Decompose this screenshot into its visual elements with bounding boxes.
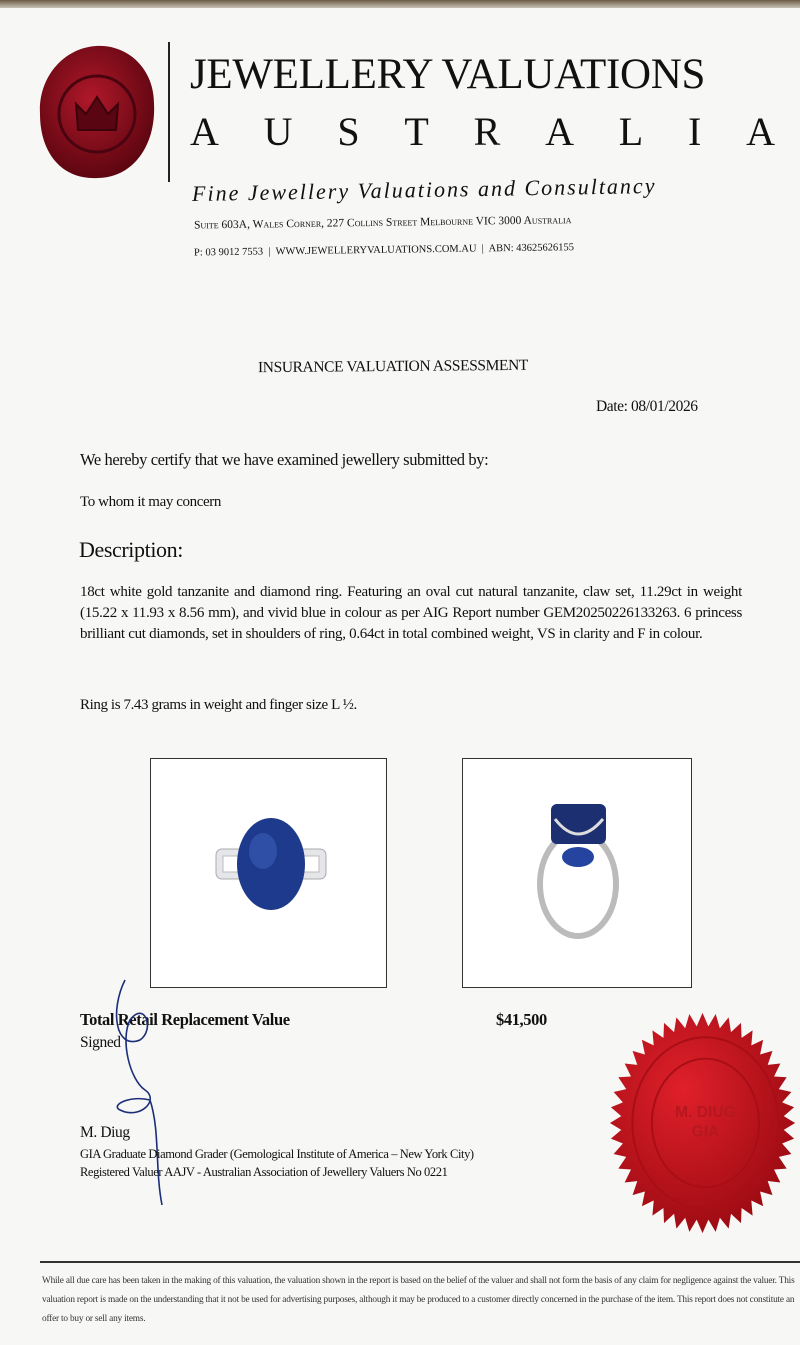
- footer-disclaimer: While all due care has been taken in the making of this valuation, the valuation shown in the report is based on the belief of the valuer and shall not form the basis of any claim for negligence against the valuer. This valuation report is made on the understanding that it not be used for advertising purposes, although it may be produced to a customer directly concerned in the purchase of the item. This report does not constitute an offer to buy or sell any items.: [42, 1276, 795, 1324]
- page-edge: [0, 0, 800, 8]
- ring-photo-side: [462, 758, 692, 988]
- credential-gia: GIA Graduate Diamond Grader (Gemological Institute of America – New York City): [80, 1147, 474, 1161]
- wax-seal-logo: [36, 42, 158, 182]
- brand-name: JEWELLERY VALUATIONS: [190, 51, 706, 98]
- country-letter: A: [545, 109, 574, 154]
- value-amount: $41,500: [496, 1010, 547, 1029]
- document-title: INSURANCE VALUATION ASSESSMENT: [257, 356, 528, 377]
- signed-label: Signed: [80, 1034, 121, 1051]
- phone: P: 03 9012 7553: [193, 246, 264, 259]
- ring-photo-front: [150, 758, 387, 988]
- country-letter: T: [404, 109, 429, 154]
- country-letter: I: [687, 109, 702, 154]
- red-seal: [608, 1005, 798, 1240]
- svg-text:M. DIUG: M. DIUG: [675, 1104, 736, 1122]
- document-date: Date: 08/01/2026: [596, 398, 698, 415]
- valuer-credentials: [80, 1145, 474, 1181]
- brand-country: [190, 108, 775, 155]
- value-label: Total Retail Replacement Value: [80, 1010, 290, 1029]
- country-letter: A: [746, 109, 775, 154]
- submitted-by: To whom it may concern: [80, 494, 221, 510]
- website-link[interactable]: WWW.JEWELLERYVALUATIONS.COM.AU: [275, 243, 477, 258]
- divider-line: [168, 42, 170, 182]
- footer-divider: [40, 1261, 800, 1263]
- valuer-name: M. Diug: [80, 1124, 130, 1141]
- svg-text:GIA: GIA: [691, 1123, 720, 1141]
- country-letter: L: [618, 109, 644, 154]
- ring-details: Ring is 7.43 grams in weight and finger size L ½.: [80, 697, 357, 713]
- tagline: Fine Jewellery Valuations and Consultancy: [191, 172, 657, 207]
- country-letter: A: [190, 109, 219, 154]
- address: Suite 603A, Wales Corner, 227 Collins Street Melbourne VIC 3000 Australia: [193, 214, 572, 232]
- country-letter: U: [263, 109, 293, 154]
- contact-line: P: 03 9012 7553 | WWW.JEWELLERYVALUATIONS.COM.AU | ABN: 43625626155: [193, 242, 575, 259]
- description-text: 18ct white gold tanzanite and diamond ring. Featuring an oval cut natural tanzanite, claw set, 11.29ct in weight (15.22 x 11.93 x 8.56 mm), and vivid blue in colour as per AIG Report number GEM20250226133263. 6 princess brilliant cut diamonds, set in shoulders of ring, 0.64ct in total combined weight, VS in clarity and F in colour.: [80, 584, 742, 642]
- credential-aajv: Registered Valuer AAJV - Australian Association of Jewellery Valuers No 0221: [80, 1165, 448, 1179]
- description-heading: Description:: [79, 537, 183, 562]
- country-letter: R: [473, 109, 501, 154]
- country-letter: S: [337, 109, 360, 154]
- abn: ABN: 43625626155: [488, 242, 575, 255]
- certify-statement: We hereby certify that we have examined jewellery submitted by:: [80, 450, 489, 469]
